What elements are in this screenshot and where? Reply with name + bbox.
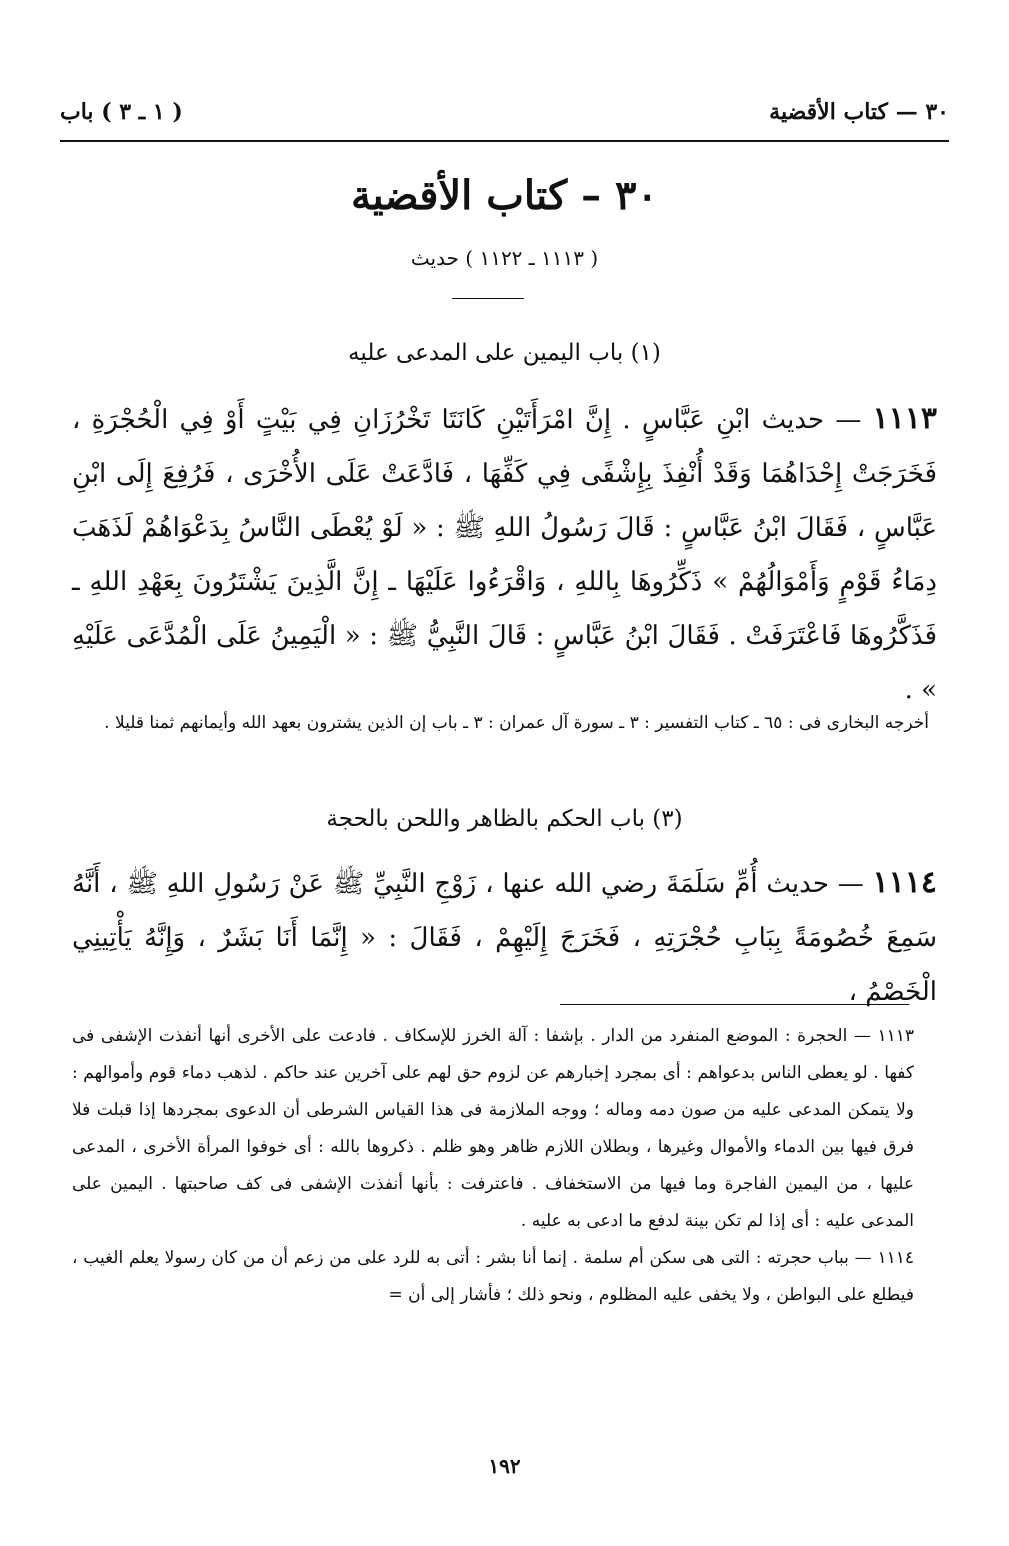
footnote-rule	[560, 1004, 909, 1005]
section-title-3: (٣) باب الحكم بالظاهر واللحن بالحجة	[326, 806, 683, 832]
hadith-text: — حديث أُمِّ سَلَمَةَ رضي الله عنها ، زَوْجِ النَّبِيِّ ﷺ عَنْ رَسُولِ اللهِ ﷺ ، أَنَّهُ سَمِعَ خُصُومَةً بِبَابِ حُجْرَتِهِ ، فَخَرَجَ إِلَيْهِمْ ، فَقَالَ : « إِنَّمَا أَنَا بَشَرٌ ، وَإِنَّهُ يَأْتِينِي الْخَصْمُ ،	[72, 869, 937, 1007]
running-header	[60, 92, 949, 132]
hadith-1114	[72, 856, 937, 1007]
hadith-text: — حديث ابْنِ عَبَّاسٍ . إِنَّ امْرَأَتَيْنِ كَانَتَا تَخْرُزَانِ فِي بَيْتٍ أَوْ فِي الْحُجْرَةِ ، فَخَرَجَتْ إِحْدَاهُمَا وَقَدْ أُنْفِذَ بِإِشْفًى فِي كَفِّهَا ، فَادَّعَتْ عَلَى الأُخْرَى ، فَرُفِعَ إِلَى ابْنِ عَبَّاسٍ ، فَقَالَ ابْنُ عَبَّاسٍ : قَالَ رَسُولُ اللهِ ﷺ : « لَوْ يُعْطَى النَّاسُ بِدَعْوَاهُمْ لَذَهَبَ دِمَاءُ قَوْمٍ وَأَمْوَالُهُمْ » ذَكِّرُوهَا بِاللهِ ، وَاقْرَءُوا عَلَيْهَا ـ إِنَّ الَّذِينَ يَشْتَرُونَ بِعَهْدِ اللهِ ـ فَذَكَّرُوهَا فَاعْتَرَفَتْ . فَقَالَ ابْنُ عَبَّاسٍ : قَالَ النَّبِيُّ ﷺ : « الْيَمِينُ عَلَى الْمُدَّعَى عَلَيْهِ » .	[72, 405, 937, 705]
footnote-1114: ١١١٤ — بباب حجرته : التى هى سكن أم سلمة . إنما أنا بشر : أتى به للرد على من زعم أن من كان رسولا يعلم الغيب ، فيطلع على البواطن ، ولا يخفى عليه المظلوم ، ونحو ذلك ؛ فأشار إلى أن =	[72, 1248, 914, 1305]
header-rule	[60, 140, 949, 142]
hadith-1113	[72, 392, 937, 705]
hadith-number: ١١١٤	[872, 865, 937, 900]
footnote-1113: ١١١٣ — الحجرة : الموضع المنفرد من الدار . بإشفا : آلة الخرز للإسكاف . فادعت على الأخرى أنها أنفذت الإشفى فى كفها . لو يعطى الناس بدعواهم : أى بمجرد إخبارهم عن لزوم حق لهم على آخرين عند حاكم . لذهب دماء قوم وأموالهم : ولا يتمكن المدعى عليه من صون دمه وماله ؛ ووجه الملازمة فى هذا القياس الشرطى أن الدعوى بمجردها إذا قبلت فلا فرق فيها بين الدماء والأموال وغيرها ، وبطلان اللازم ظاهر وهو ظلم . ذكروها بالله : أى خوفوا المرأة الأخرى ، المدعى عليها ، من اليمين الفاجرة وما فيها من الاستخفاف . فاعترفت : بأنها أنفذت الإشفى فى كف صاحبتها . اليمين على المدعى عليه : أى إذا لم تكن بينة لدفع ما ادعى به عليه .	[72, 1026, 914, 1231]
section-title-1: (١) باب اليمين على المدعى عليه	[348, 340, 661, 366]
hadith-number: ١١١٣	[872, 401, 937, 436]
hadith-1113-takhrij: أخرجه البخارى فى : ٦٥ ـ كتاب التفسير : ٣ ـ سورة آل عمران : ٣ ـ باب إن الذين يشترون بعهد الله وأيمانهم ثمنا قليلا .	[104, 713, 929, 733]
chapter-title: ٣٠ – كتاب الأقضية	[351, 172, 658, 219]
page-number: ١٩٢	[488, 1454, 521, 1478]
title-divider	[452, 298, 524, 299]
footnotes	[72, 1018, 914, 1314]
header-chapter-range: ( ١ ـ ٣ ) باب	[60, 99, 183, 125]
header-chapter-name: ٣٠ — كتاب الأقضية	[769, 99, 949, 125]
chapter-hadith-count: ( ١١١٣ ـ ١١٢٢ ) حديث	[410, 246, 599, 270]
